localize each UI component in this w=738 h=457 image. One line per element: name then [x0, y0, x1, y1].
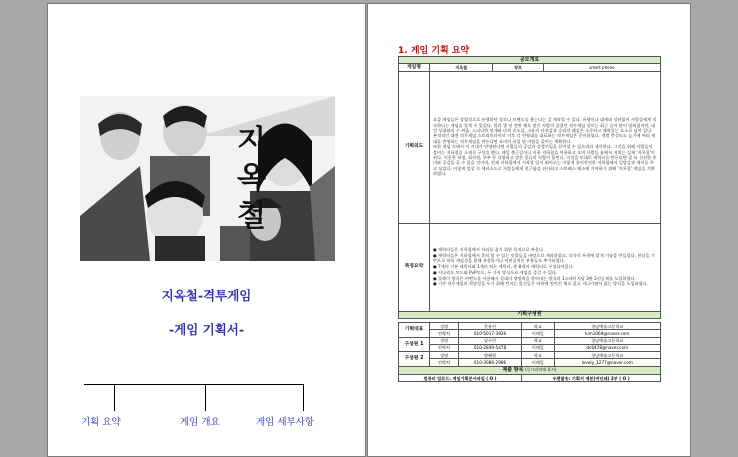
member-field-label: 학교 — [522, 337, 554, 344]
intent-label: 기획의도 — [399, 71, 430, 223]
nav-divider — [84, 384, 304, 385]
intent-body — [430, 71, 661, 223]
section-heading: 1. 게임 기획 요약 — [398, 46, 470, 56]
nav-link-summary[interactable]: 기획 요약 — [81, 417, 121, 428]
member-field-label: 이메일 — [522, 344, 554, 351]
feature-item: ● 시나리오 모드와 PvP모드, 두 가지 방식으로 게임을 즐길 수 있다. — [433, 269, 558, 275]
nav-link-details[interactable]: 게임 세부사항 — [256, 417, 315, 428]
member-name: 남수민 — [458, 337, 521, 344]
submit-note: (동그라미에 표시) — [525, 367, 557, 373]
nav-tick — [303, 384, 304, 411]
feature-item: ● 캐릭터들은 지하철에서 흔히 볼 수 있는 인물들을 바탕으로 제작하였고, 각자의 특색에 맞게 기술을 만들었다. 현실을 기반으로 하되 게임성을 위해 과장하거나 비현실적인 부분들도 추가하였다. — [433, 252, 655, 264]
cover-art-title-glyph: 철 — [237, 199, 266, 234]
member-phone: 010-5017-3926 — [458, 330, 521, 337]
member-role: 구성원 1 — [399, 337, 430, 352]
feature-item: ● 캐릭터들은 지옥철에서 자리를 잡기 위한 목적으로 싸운다 — [433, 247, 544, 253]
member-field-label: 성명 — [430, 352, 459, 359]
cover-subtitle: -게임 기획서- — [168, 322, 245, 337]
member-email: dc6478@naver.com — [554, 344, 661, 351]
intent-paragraph: 요즘 게임들은 상업적으로 유행하던 장르나 트렌드를 좇는다는 걸 제작할 수 있다. 유행이나 대세와 상관없이 사람들에게 익숙하다는 게임을 알게 수 있었다. 불과 몇 년 전만 해도 많은 사람이 즐겼던 격투게임 장르는 최근 들어 많이 잊혀졌지만, 대전 상대와의 수 싸움, 스피디한 전개와 타격 속도감, 고유의 타격감과 승리의 쾌감은 소중하고 매력있는 요소로 남아 있다. 본격적인 대전 격투게임 스토리트라이브 이후 각 연령대를 대표하는 격투게임은 준비하였다. 개별 충성도도 높기에 여러 세대를 반영하는 격투게임을 만든다면 요비의 유입 및 이탈을 줄이는 계획한다. — [433, 117, 657, 144]
member-field-label: 학교 — [522, 352, 554, 359]
member-name: 문유진 — [458, 323, 521, 330]
name-value: 지옥철 — [430, 64, 493, 71]
member-field-label: 이메일 — [522, 359, 554, 366]
intent-paragraph: 또한 게임 속에서 이 시대가 반영된다면 사람들의 공감과 강렬이입을 끌어낼 수 있으리라 생각한다. 그것을 위해 사람들이 붐비는 지하철을 소재로 구상을 했다. 매일 출근길이나 이웃 지하철을 이용하고 오며 사람들 틈에서 지치는 실제 '지옥철'이 된다. 이웃한 학생, 회사원, 주부 등 다양하고 많은 종류의 사람이 몰린다. 이것을 토대로 캐릭터를 만든다면 좀 더 신선한 흥미와 공감을 줄 수 있을 것이며, 현재 지하철에서 시작할 일이 뛰어드는 이렇게 흥미진진한 지하철에서 일탈감과 재미를 주고 싶었다. 이렇게 일상 속 에피소드로 사람들에게 친근함을 선사하고 스트레스 해소에 기여하기 위해 '지옥철' 게임을 기획하였다. — [433, 144, 657, 176]
submit-mail: 우편발송: 기획서 제본(비인쇄) 2부 ( O ) — [522, 375, 661, 382]
nav-link-overview[interactable]: 게임 개요 — [180, 417, 220, 428]
summary-page — [367, 3, 691, 457]
member-email: kim1069@naver.com — [554, 330, 661, 337]
nav-tick — [205, 384, 206, 411]
submit-title: 제출 항목 — [502, 367, 524, 374]
summary-table — [398, 56, 661, 319]
member-school: 경남예술고등학교 — [554, 337, 661, 344]
member-phone: 010-3086-2986 — [458, 359, 521, 366]
feature-item: ● 7개의 기본 캐릭터와 1개의 히든 캐릭터, 총 8개의 캐릭터로 구성되어있다. — [433, 263, 574, 269]
cover-art-title-glyph: 지 — [237, 124, 266, 159]
feature-item: ● 기존 격투게임과 차별성을 두기 위해 던지는 물건들은 바닥에 떨어진 채로 있고 지나가면서 줍는 방식을 도입하였다. — [433, 281, 649, 287]
cover-title: 지옥철-격투게임 — [161, 288, 252, 303]
features-label: 특징요약 — [399, 223, 430, 311]
cover-illustration — [80, 96, 335, 261]
members-header: 기획구성원 — [399, 311, 661, 318]
members-table — [398, 322, 661, 382]
member-field-label: 연락처 — [430, 359, 459, 366]
member-school: 경남예술고등학교 — [554, 323, 661, 330]
cover-art-title-glyph: 옥 — [237, 161, 266, 196]
member-name: 양혜원 — [458, 352, 521, 359]
cover-page — [47, 3, 366, 457]
genre-value: smart phone — [543, 64, 660, 71]
name-label: 게임명 — [399, 64, 430, 71]
features-body — [430, 223, 661, 311]
submit-upload: 컴퓨터 업로드: 게임기획문서파일 ( O ) — [399, 375, 522, 382]
genre-label: 장르 — [493, 64, 543, 71]
table-header: 공모개요 — [399, 57, 661, 64]
submit-header — [399, 366, 661, 374]
member-phone: 010-2849-5478 — [458, 344, 521, 351]
member-role: 기획대표 — [399, 323, 430, 338]
member-role: 구성원 2 — [399, 352, 430, 367]
member-field-label: 이메일 — [522, 330, 554, 337]
nav-tick — [114, 384, 115, 411]
member-field-label: 연락처 — [430, 330, 459, 337]
member-field-label: 성명 — [430, 323, 459, 330]
member-field-label: 성명 — [430, 337, 459, 344]
member-field-label: 연락처 — [430, 344, 459, 351]
feature-item: ● 플레이 방식은 커맨드를 이용해서 상대의 생명력을 깎아내는 방식과 1스테이지당 3판 2선승제를 도입하였다. — [433, 275, 636, 281]
member-email: lovely_1277@naver.com — [554, 359, 661, 366]
member-field-label: 학교 — [522, 323, 554, 330]
member-school: 경남예술고등학교 — [554, 352, 661, 359]
